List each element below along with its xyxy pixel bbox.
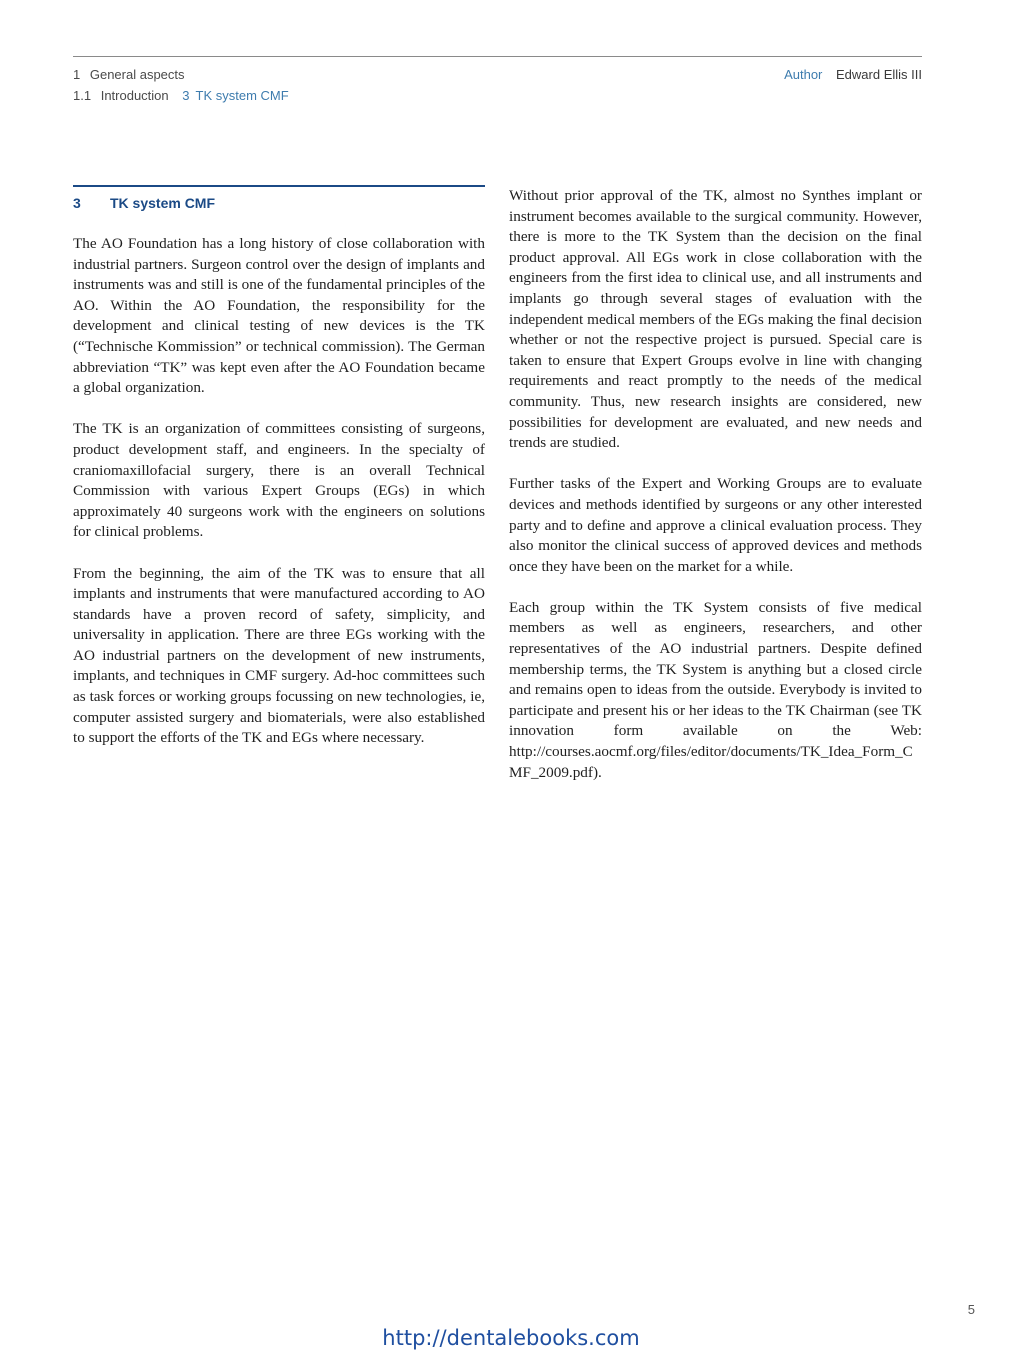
- body-paragraph: The TK is an organization of committees consisting of surgeons, product development staff, and engineers. In the specialty of craniomaxillofacial surgery, there is an overall Technical Commission with various Expert Groups (EGs) in which approximately 40 surgeons work with the engineers on solutions for clinical problems.: [73, 420, 485, 541]
- author-label: Author: [784, 67, 823, 82]
- section-title: Introduction: [100, 88, 169, 103]
- chapter-title: General aspects: [89, 67, 185, 82]
- section-heading: [73, 193, 485, 213]
- author-credit: [784, 64, 922, 85]
- footer-website-link[interactable]: http://dentalebooks.com: [382, 1326, 640, 1350]
- current-title: TK system CMF: [195, 88, 289, 103]
- body-paragraph: Without prior approval of the TK, almost no Synthes implant or instrument becomes available to the surgical community. However, there is more to the TK System than the decision on the final product approval. All EGs work in close collaboration with the engineers from the first idea to clinical use, and all instruments and implants go through several stages of evaluation with the independent medical members of the EGs making the final decision whether or not the respective project is pursued. Special care is taken to ensure that Expert Groups evolve in line with changing requirements and react promptly to the needs of the medical community. Thus, new research insights are considered, new possibilities for development are evaluated, and new needs and trends are studied.: [509, 187, 922, 452]
- body-paragraph: The AO Foundation has a long history of close collaboration with industrial partners. Surgeon control over the design of implants and instruments was and still is one of the fundamental principles of the AO. Within the AO Foundation, the responsibility for the development and clinical testing of new devices is the TK (“Technische Kommission” or technical commission). The German abbreviation “TK” was kept even after the AO Foundation became a global organization.: [73, 235, 485, 397]
- body-paragraph: Further tasks of the Expert and Working Groups are to evaluate devices and methods identified by surgeons or any other interested party and to define and approve a clinical evaluation process. They also monitor the clinical success of approved devices and methods once they have been on the market for a while.: [509, 475, 922, 575]
- right-column: [509, 186, 922, 804]
- section-heading-title: TK system CMF: [110, 195, 216, 211]
- chapter-number: 1: [73, 67, 81, 82]
- section-heading-rule: [73, 185, 485, 187]
- page-number: 5: [967, 1302, 975, 1317]
- running-header-breadcrumb: [73, 64, 289, 106]
- current-number: 3: [182, 88, 190, 103]
- section-heading-number: 3: [73, 195, 81, 211]
- current-subsection: [182, 88, 288, 103]
- breadcrumb-section: [73, 85, 289, 106]
- header-rule: [73, 56, 922, 57]
- left-column: [73, 185, 485, 769]
- breadcrumb-chapter: [73, 64, 289, 85]
- body-paragraph: From the beginning, the aim of the TK was to ensure that all implants and instruments that were manufactured according to AO standards have a proven record of safety, simplicity, and universality in application. There are three EGs working with the AO industrial partners on the development of new instruments, implants, and techniques in CMF surgery. Ad-hoc committees such as task forces or working groups focussing on new technologies, ie, computer assisted surgery and biomaterials, were also established to support the efforts of the TK and EGs where necessary.: [73, 564, 485, 747]
- body-paragraph: Each group within the TK System consists of five medical members as well as engineers, researchers, and other representatives of the AO industrial partners. Despite defined membership terms, the TK System is anything but a closed circle and remains open to ideas from the outside. Everybody is invited to participate and present his or her ideas to the TK Chairman (see TK innovation form available on the Web: http://courses.aocmf.org/files/editor/documents/TK_Idea_Form_CMF_2009.pdf).: [509, 598, 922, 781]
- section-number: 1.1: [73, 88, 92, 103]
- author-name: Edward Ellis III: [836, 67, 922, 82]
